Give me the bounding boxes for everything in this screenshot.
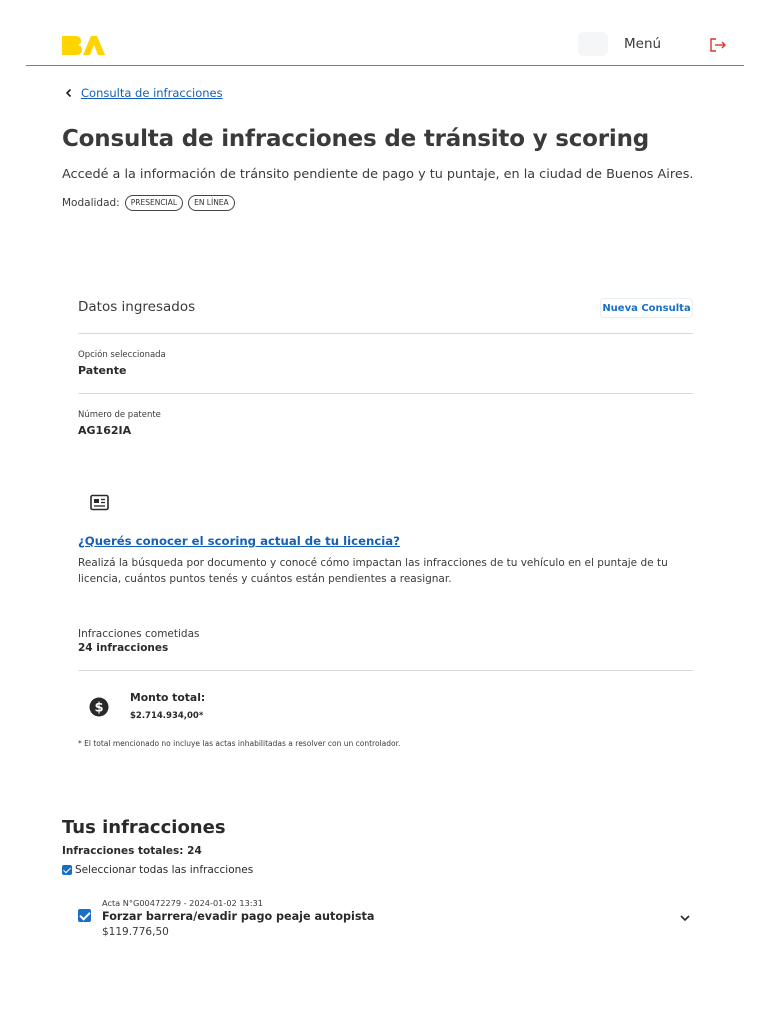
- infraccion-amount: $119.776,50: [102, 926, 169, 938]
- newspaper-icon: [90, 494, 109, 511]
- monto-total-label: Monto total:: [130, 691, 206, 704]
- monto-note: * El total mencionado no incluye las actas inhabilitadas a resolver con un controlador.: [78, 739, 401, 748]
- divider: [78, 333, 693, 334]
- modalidad-label: Modalidad:: [62, 197, 120, 209]
- logout-icon[interactable]: [709, 38, 727, 52]
- nueva-consulta-button[interactable]: Nueva Consulta: [600, 298, 693, 318]
- select-all-label: Seleccionar todas las infracciones: [75, 864, 254, 876]
- divider: [78, 393, 693, 394]
- infraccion-item[interactable]: [78, 898, 693, 942]
- top-header: [26, 0, 744, 66]
- divider: [78, 670, 693, 671]
- modalidad-badge-en-linea: EN LÍNEA: [188, 195, 235, 211]
- opcion-label: Opción seleccionada: [78, 350, 166, 360]
- chevron-down-icon[interactable]: [679, 913, 691, 923]
- scoring-link[interactable]: ¿Querés conocer el scoring actual de tu licencia?: [78, 534, 400, 548]
- page-title: Consulta de infracciones de tránsito y scoring: [62, 126, 650, 152]
- infraccion-acta: Acta N°G00472279 - 2024-01-02 13:31: [102, 898, 263, 908]
- dollar-icon: [89, 697, 109, 717]
- menu-label: Menú: [624, 36, 662, 52]
- menu-button[interactable]: [578, 32, 661, 56]
- monto-total-value: $2.714.934,00*: [130, 711, 204, 721]
- modalidad-row: [62, 195, 235, 211]
- datos-title: Datos ingresados: [78, 299, 196, 315]
- infracciones-cometidas-label: Infracciones cometidas: [78, 628, 200, 640]
- infraccion-title: Forzar barrera/evadir pago peaje autopista: [102, 910, 375, 923]
- infracciones-cometidas-value: 24 infracciones: [78, 642, 169, 654]
- page-subtitle: Accedé a la información de tránsito pendiente de pago y tu puntaje, en la ciudad de Buenos Aires.: [62, 167, 694, 182]
- tus-infracciones-title: Tus infracciones: [62, 817, 226, 838]
- svg-text:$: $: [94, 700, 104, 716]
- breadcrumb: [64, 86, 223, 100]
- modalidad-badge-presencial: PRESENCIAL: [125, 195, 183, 211]
- breadcrumb-link-consulta[interactable]: Consulta de infracciones: [81, 86, 223, 100]
- opcion-value: Patente: [78, 364, 127, 377]
- ba-logo[interactable]: [61, 34, 105, 56]
- patente-label: Número de patente: [78, 410, 161, 420]
- chevron-left-icon: [64, 88, 74, 98]
- infraccion-checkbox[interactable]: [78, 909, 91, 922]
- scoring-description: Realizá la búsqueda por documento y conocé cómo impactan las infracciones de tu vehículo en el puntaje de tu licencia, cuántos puntos tenés y cuántos están pendientes a reasignar.: [78, 557, 668, 585]
- select-all-checkbox[interactable]: [62, 864, 253, 876]
- infracciones-totales: Infracciones totales: 24: [62, 845, 202, 857]
- menu-pill: [578, 32, 608, 56]
- checkbox-checked-icon[interactable]: [62, 865, 72, 875]
- patente-value: AG162IA: [78, 424, 132, 437]
